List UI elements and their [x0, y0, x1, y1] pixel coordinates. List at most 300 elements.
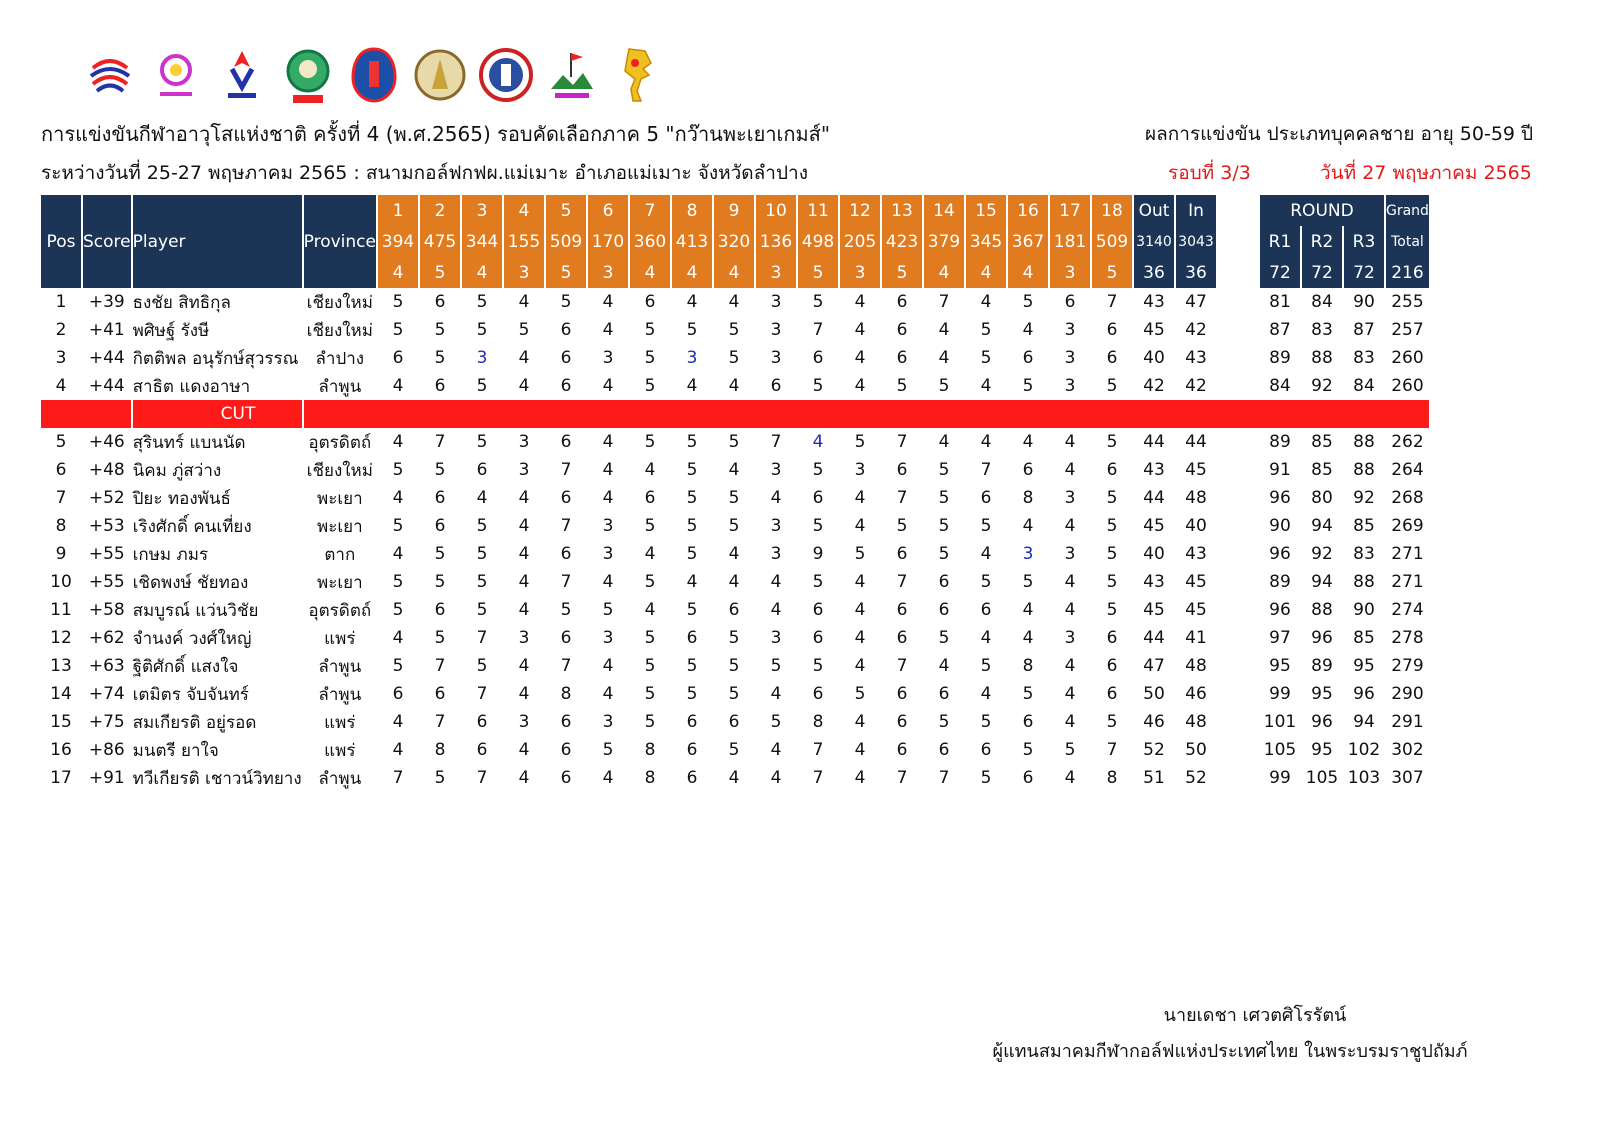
hole-score-cell: 6 [812, 348, 824, 368]
score-to-par-cell: +53 [88, 516, 125, 536]
hole-score-cell: 6 [686, 768, 698, 788]
player-row [41, 344, 1429, 372]
hole-score-cell: 5 [728, 656, 740, 676]
hole-score-cell: 8 [1022, 488, 1034, 508]
hole-score-cell: 5 [644, 320, 656, 340]
hole-score-cell: 6 [1106, 684, 1118, 704]
position-cell: 8 [55, 516, 67, 536]
hole-score-cell: 7 [980, 460, 992, 480]
hole-score-cell: 5 [560, 600, 572, 620]
round2-cell: 105 [1305, 768, 1339, 788]
round2-cell: 85 [1311, 432, 1333, 452]
hole-score-cell: 8 [434, 740, 446, 760]
hole-score-cell: 4 [980, 376, 992, 396]
hole-score-cell: 4 [602, 376, 614, 396]
hole-score-cell: 5 [686, 656, 698, 676]
hole-score-cell: 6 [686, 740, 698, 760]
hole-score-cell: 5 [392, 516, 404, 536]
hole-score-cell: 7 [434, 712, 446, 732]
hole-score-cell: 3 [1064, 348, 1076, 368]
hole-score-cell: 5 [1106, 544, 1118, 564]
hole-score-cell: 3 [1064, 376, 1076, 396]
grand-total-cell: 291 [1391, 712, 1424, 732]
hole-score-cell: 7 [938, 768, 950, 788]
hole-score-cell: 3 [1064, 488, 1076, 508]
player-name-cell: กิตติพล อนุรักษ์สุวรรณ [132, 348, 299, 369]
senior-games-logo [148, 45, 204, 105]
hole-score-cell: 4 [518, 516, 530, 536]
hole-score-cell: 5 [1106, 376, 1118, 396]
hole-number: 4 [504, 195, 544, 226]
round3-cell: 85 [1353, 516, 1375, 536]
round-par: 72 [1302, 257, 1342, 288]
out-total-cell: 43 [1143, 292, 1165, 312]
hole-score-cell: 4 [854, 572, 866, 592]
round2-cell: 96 [1311, 628, 1333, 648]
hole-score-cell: 5 [392, 320, 404, 340]
in-total-cell: 48 [1185, 488, 1207, 508]
out-total-cell: 40 [1143, 544, 1165, 564]
hole-score-cell: 5 [434, 572, 446, 592]
round1-cell: 89 [1269, 572, 1291, 592]
hole-score-cell: 5 [1106, 488, 1118, 508]
position-cell: 1 [55, 292, 67, 312]
hole-score-cell: 4 [602, 292, 614, 312]
round2-cell: 96 [1311, 712, 1333, 732]
in-total-cell: 42 [1185, 376, 1207, 396]
hole-score-cell: 6 [560, 320, 572, 340]
out-total-cell: 44 [1143, 488, 1165, 508]
player-row [41, 680, 1429, 708]
hole-number: 9 [714, 195, 754, 226]
round1-cell: 96 [1269, 488, 1291, 508]
position-cell: 16 [50, 740, 72, 760]
hole-score-cell: 7 [476, 628, 488, 648]
hole-yardage: 205 [840, 226, 880, 257]
hole-score-cell: 5 [644, 348, 656, 368]
hole-score-cell: 6 [560, 740, 572, 760]
hole-score-cell: 5 [518, 320, 530, 340]
player-row [41, 652, 1429, 680]
hole-score-cell: 3 [476, 348, 488, 368]
score-to-par-cell: +75 [88, 712, 125, 732]
score-to-par-cell: +46 [88, 432, 125, 452]
grand-total-cell: 255 [1391, 292, 1424, 312]
grand-total-cell: 271 [1391, 544, 1424, 564]
in-total-cell: 41 [1185, 628, 1207, 648]
hole-score-cell: 6 [392, 684, 404, 704]
hole-score-cell: 5 [1106, 572, 1118, 592]
player-name-cell: นิคม ภู่สว่าง [132, 460, 222, 481]
hole-score-cell: 4 [770, 768, 782, 788]
cut-line-label: CUT [133, 400, 302, 428]
round3-cell: 84 [1353, 376, 1375, 396]
hole-par: 3 [1050, 257, 1090, 288]
hole-score-cell: 4 [728, 460, 740, 480]
category-title: ผลการแข่งขัน ประเภทบุคคลชาย อายุ 50-59 ปี [1145, 123, 1534, 145]
score-to-par-cell: +48 [88, 460, 125, 480]
player-name-cell: เกษม ภมร [132, 544, 209, 565]
out-par: 36 [1134, 257, 1174, 288]
golf-flag-logo [544, 45, 600, 105]
temple-seal-logo [412, 45, 468, 105]
out-total-cell: 42 [1143, 376, 1165, 396]
hole-score-cell: 5 [1106, 516, 1118, 536]
position-cell: 7 [55, 488, 67, 508]
column-gap [1218, 708, 1258, 736]
hole-score-cell: 7 [476, 768, 488, 788]
hole-par: 3 [588, 257, 628, 288]
hole-score-cell: 4 [686, 376, 698, 396]
hole-score-cell: 4 [728, 544, 740, 564]
province-cell: พะเยา [316, 488, 363, 509]
in-total-cell: 45 [1185, 572, 1207, 592]
hole-score-cell: 6 [434, 516, 446, 536]
hole-par: 3 [840, 257, 880, 288]
grand-total-cell: 279 [1391, 656, 1424, 676]
nsdf-logo [214, 45, 270, 105]
hole-score-cell: 4 [644, 460, 656, 480]
hole-score-cell: 4 [812, 432, 824, 452]
hole-score-cell: 4 [518, 600, 530, 620]
hole-score-cell: 5 [728, 320, 740, 340]
province-cell: แพร่ [324, 712, 356, 733]
hole-score-cell: 6 [1106, 320, 1118, 340]
hole-score-cell: 7 [560, 460, 572, 480]
hole-score-cell: 4 [854, 656, 866, 676]
column-gap [1218, 596, 1258, 624]
hole-score-cell: 4 [1022, 600, 1034, 620]
hole-score-cell: 9 [812, 544, 824, 564]
round2-cell: 84 [1311, 292, 1333, 312]
hole-score-cell: 3 [854, 460, 866, 480]
hole-score-cell: 6 [1022, 348, 1034, 368]
hole-score-cell: 5 [686, 600, 698, 620]
hole-score-cell: 6 [728, 712, 740, 732]
column-gap [1218, 540, 1258, 568]
player-name-cell: สุรินทร์ แบนนัด [132, 432, 246, 453]
col-score-header: Score [83, 195, 131, 288]
hole-score-cell: 4 [518, 488, 530, 508]
hole-score-cell: 5 [392, 572, 404, 592]
hole-score-cell: 7 [896, 656, 908, 676]
hole-score-cell: 4 [980, 544, 992, 564]
hole-score-cell: 5 [938, 628, 950, 648]
hole-score-cell: 3 [518, 432, 530, 452]
dates-venue: ระหว่างวันที่ 25-27 พฤษภาคม 2565 : สนามกอล์ฟกฟผ.แม่เมาะ อำเภอแม่เมาะ จังหวัดลำปาง [41, 162, 808, 184]
in-total-cell: 48 [1185, 712, 1207, 732]
hole-score-cell: 5 [1106, 432, 1118, 452]
hole-score-cell: 5 [728, 432, 740, 452]
hole-score-cell: 4 [854, 628, 866, 648]
province-cell: ลำพูน [318, 656, 362, 677]
hole-number: 6 [588, 195, 628, 226]
hole-score-cell: 6 [644, 292, 656, 312]
hole-score-cell: 5 [938, 544, 950, 564]
hole-par: 4 [1008, 257, 1048, 288]
hole-yardage: 320 [714, 226, 754, 257]
cut-line-fill [304, 400, 1429, 428]
hole-par: 4 [966, 257, 1006, 288]
hole-number: 2 [420, 195, 460, 226]
hole-score-cell: 4 [602, 684, 614, 704]
out-total-cell: 45 [1143, 516, 1165, 536]
signatory-role: ผู้แทนสมาคมกีฬากอล์ฟแห่งประเทศไทย ในพระบรมราชูปถัมภ์ [992, 1041, 1468, 1062]
column-gap [1218, 624, 1258, 652]
position-cell: 15 [50, 712, 72, 732]
provincial-seal-logo [478, 45, 534, 105]
hole-par: 5 [546, 257, 586, 288]
col-round-header: ROUND [1260, 195, 1384, 226]
column-gap [1218, 344, 1258, 372]
hole-score-cell: 3 [686, 348, 698, 368]
position-cell: 3 [55, 348, 67, 368]
player-name-cell: มนตรี ยาใจ [132, 740, 219, 761]
column-gap [1218, 316, 1258, 344]
position-cell: 6 [55, 460, 67, 480]
hole-score-cell: 4 [1064, 768, 1076, 788]
hole-score-cell: 4 [770, 740, 782, 760]
hole-par: 3 [504, 257, 544, 288]
hole-score-cell: 6 [938, 684, 950, 704]
hole-score-cell: 3 [518, 460, 530, 480]
hole-score-cell: 5 [392, 460, 404, 480]
col-in-header: In [1176, 195, 1216, 226]
hole-score-cell: 6 [896, 712, 908, 732]
hole-score-cell: 5 [644, 628, 656, 648]
score-to-par-cell: +86 [88, 740, 125, 760]
hole-number: 10 [756, 195, 796, 226]
hole-yardage: 136 [756, 226, 796, 257]
round1-cell: 84 [1269, 376, 1291, 396]
hole-score-cell: 5 [980, 656, 992, 676]
score-to-par-cell: +58 [88, 600, 125, 620]
position-cell: 13 [50, 656, 72, 676]
hole-score-cell: 5 [728, 488, 740, 508]
hole-yardage: 360 [630, 226, 670, 257]
out-total-cell: 52 [1143, 740, 1165, 760]
province-cell: อุตรดิตถ์ [308, 600, 372, 621]
hole-score-cell: 4 [602, 432, 614, 452]
hole-score-cell: 5 [812, 292, 824, 312]
round2-cell: 94 [1311, 572, 1333, 592]
score-to-par-cell: +44 [88, 348, 125, 368]
hole-score-cell: 5 [602, 600, 614, 620]
hole-score-cell: 4 [1064, 600, 1076, 620]
province-cell: อุตรดิตถ์ [308, 432, 372, 453]
hole-score-cell: 4 [392, 712, 404, 732]
hole-score-cell: 4 [1064, 712, 1076, 732]
hole-yardage: 345 [966, 226, 1006, 257]
round3-cell: 88 [1353, 572, 1375, 592]
score-to-par-cell: +63 [88, 656, 125, 676]
hole-score-cell: 5 [1064, 740, 1076, 760]
hole-score-cell: 5 [686, 460, 698, 480]
hole-score-cell: 4 [1064, 460, 1076, 480]
round3-cell: 83 [1353, 544, 1375, 564]
round2-cell: 92 [1311, 376, 1333, 396]
round2-cell: 85 [1311, 460, 1333, 480]
hole-score-cell: 6 [392, 348, 404, 368]
col-province-header: Province [304, 195, 376, 288]
hole-score-cell: 5 [476, 292, 488, 312]
hole-score-cell: 5 [980, 712, 992, 732]
hole-score-cell: 4 [770, 684, 782, 704]
hole-score-cell: 5 [728, 740, 740, 760]
player-name-cell: ทวีเกียรติ เชาวน์วิทยาง [132, 768, 302, 789]
col-out-header: Out [1134, 195, 1174, 226]
out-total-cell: 44 [1143, 432, 1165, 452]
column-gap [1218, 736, 1258, 764]
hole-score-cell: 6 [560, 432, 572, 452]
round3-cell: 90 [1353, 292, 1375, 312]
hole-score-cell: 5 [434, 628, 446, 648]
round2-cell: 94 [1311, 516, 1333, 536]
hole-score-cell: 8 [812, 712, 824, 732]
hole-score-cell: 5 [1022, 684, 1034, 704]
hole-score-cell: 5 [644, 712, 656, 732]
ktk-logo [280, 45, 336, 105]
in-total-cell: 45 [1185, 460, 1207, 480]
hole-score-cell: 4 [392, 488, 404, 508]
hole-score-cell: 5 [476, 544, 488, 564]
hole-score-cell: 5 [980, 348, 992, 368]
score-to-par-cell: +91 [88, 768, 125, 788]
player-row [41, 596, 1429, 624]
hole-score-cell: 5 [1106, 712, 1118, 732]
district-seal-logo [346, 45, 402, 105]
position-cell: 12 [50, 628, 72, 648]
player-row [41, 484, 1429, 512]
hole-par: 5 [882, 257, 922, 288]
col-r2-header: R2 [1302, 226, 1342, 257]
hole-score-cell: 7 [476, 684, 488, 704]
player-name-cell: เชิดพงษ์ ชัยทอง [132, 572, 249, 593]
hole-score-cell: 5 [728, 684, 740, 704]
hole-score-cell: 3 [770, 460, 782, 480]
hole-score-cell: 7 [434, 656, 446, 676]
player-row [41, 708, 1429, 736]
player-row [41, 540, 1429, 568]
player-row [41, 736, 1429, 764]
hole-score-cell: 3 [770, 292, 782, 312]
hole-score-cell: 7 [938, 292, 950, 312]
hole-score-cell: 5 [686, 684, 698, 704]
position-cell: 14 [50, 684, 72, 704]
in-total-cell: 50 [1185, 740, 1207, 760]
in-yardage: 3043 [1176, 226, 1216, 257]
hole-score-cell: 4 [1064, 572, 1076, 592]
hole-score-cell: 5 [434, 460, 446, 480]
hole-score-cell: 5 [644, 572, 656, 592]
round3-cell: 94 [1353, 712, 1375, 732]
score-to-par-cell: +62 [88, 628, 125, 648]
province-cell: ลำพูน [318, 376, 362, 397]
round3-cell: 88 [1353, 432, 1375, 452]
hole-yardage: 181 [1050, 226, 1090, 257]
hole-score-cell: 5 [896, 516, 908, 536]
position-cell: 4 [55, 376, 67, 396]
grand-total-cell: 302 [1391, 740, 1424, 760]
grand-total-cell: 268 [1391, 488, 1424, 508]
province-cell: เชียงใหม่ [306, 460, 373, 481]
hole-number: 8 [672, 195, 712, 226]
hole-score-cell: 3 [1064, 628, 1076, 648]
hole-score-cell: 4 [854, 600, 866, 620]
hole-number: 11 [798, 195, 838, 226]
hole-score-cell: 5 [434, 544, 446, 564]
hole-score-cell: 4 [728, 376, 740, 396]
hole-number: 1 [378, 195, 418, 226]
score-to-par-cell: +74 [88, 684, 125, 704]
hole-score-cell: 5 [476, 572, 488, 592]
hole-score-cell: 5 [812, 376, 824, 396]
hole-score-cell: 5 [938, 460, 950, 480]
hole-score-cell: 5 [938, 488, 950, 508]
hole-score-cell: 7 [560, 516, 572, 536]
hole-score-cell: 5 [728, 516, 740, 536]
hole-score-cell: 5 [434, 320, 446, 340]
grand-total-cell: 260 [1391, 348, 1424, 368]
position-cell: 11 [50, 600, 72, 620]
in-total-cell: 47 [1185, 292, 1207, 312]
player-name-cell: เริงศักดิ์ คนเที่ยง [132, 516, 252, 537]
hole-score-cell: 4 [602, 488, 614, 508]
header-row-holes [41, 195, 1429, 226]
hole-score-cell: 3 [1064, 544, 1076, 564]
position-cell: 2 [55, 320, 67, 340]
hole-score-cell: 4 [1064, 432, 1076, 452]
hole-score-cell: 4 [1022, 516, 1034, 536]
player-name-cell: พศิษฐ์ รังษี [132, 320, 210, 341]
hole-score-cell: 6 [434, 600, 446, 620]
hole-score-cell: 6 [560, 348, 572, 368]
round3-cell: 83 [1353, 348, 1375, 368]
hole-score-cell: 6 [896, 544, 908, 564]
province-cell: ตาก [324, 544, 356, 565]
round3-cell: 88 [1353, 460, 1375, 480]
round1-cell: 95 [1269, 656, 1291, 676]
hole-number: 7 [630, 195, 670, 226]
hole-score-cell: 6 [434, 292, 446, 312]
hole-score-cell: 4 [854, 740, 866, 760]
hole-yardage: 344 [462, 226, 502, 257]
column-gap [1218, 372, 1258, 400]
hole-score-cell: 6 [560, 628, 572, 648]
round1-cell: 89 [1269, 348, 1291, 368]
hole-score-cell: 5 [980, 768, 992, 788]
hole-score-cell: 5 [980, 572, 992, 592]
hole-score-cell: 6 [938, 600, 950, 620]
in-total-cell: 43 [1185, 544, 1207, 564]
player-row [41, 456, 1429, 484]
hole-score-cell: 4 [1022, 432, 1034, 452]
hole-score-cell: 4 [644, 544, 656, 564]
hole-score-cell: 6 [1106, 656, 1118, 676]
hole-score-cell: 4 [938, 320, 950, 340]
grand-total-cell: 278 [1391, 628, 1424, 648]
hole-score-cell: 6 [476, 460, 488, 480]
hole-par: 5 [420, 257, 460, 288]
cut-line [41, 400, 1429, 428]
hole-yardage: 394 [378, 226, 418, 257]
hole-score-cell: 6 [812, 600, 824, 620]
hole-score-cell: 5 [686, 488, 698, 508]
player-row [41, 372, 1429, 400]
hole-score-cell: 6 [434, 488, 446, 508]
hole-score-cell: 6 [1022, 712, 1034, 732]
hole-score-cell: 7 [896, 572, 908, 592]
